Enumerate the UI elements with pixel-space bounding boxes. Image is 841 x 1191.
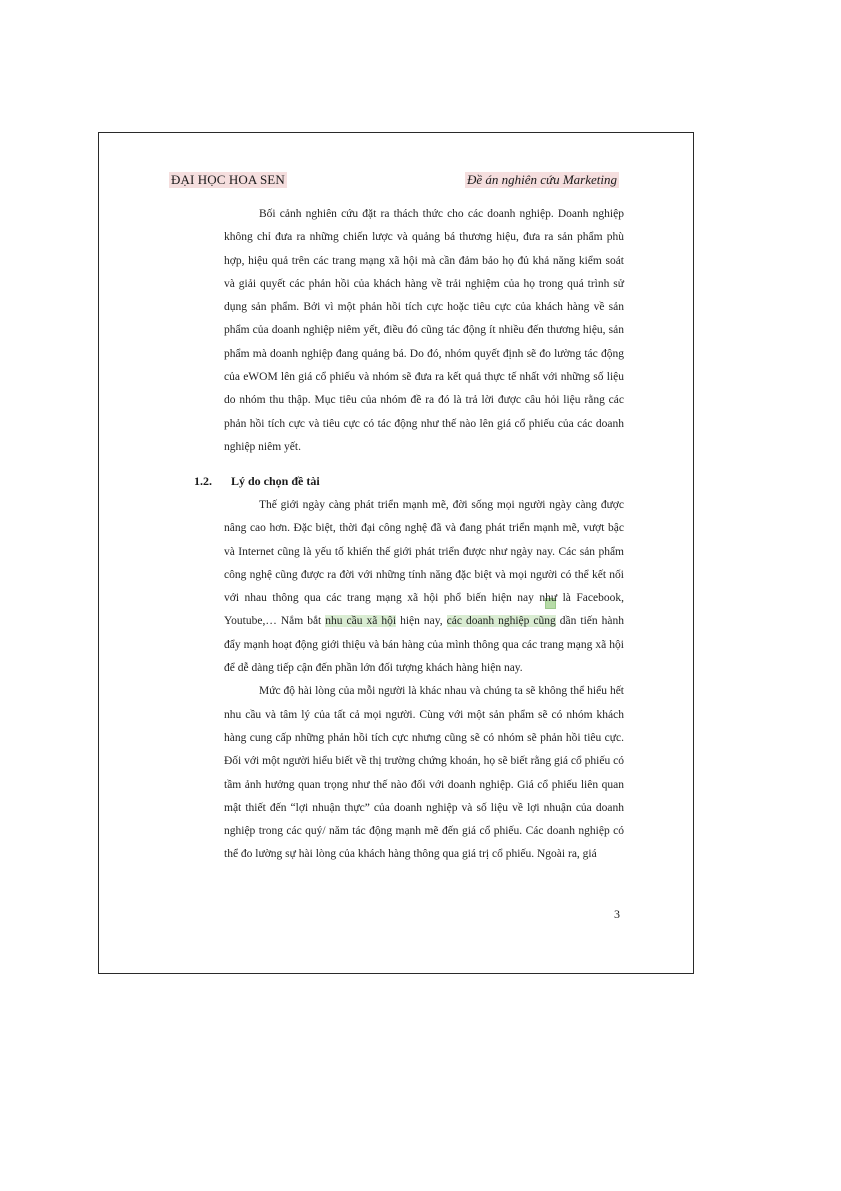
paragraph-2-text-b: hiện nay, <box>396 615 447 628</box>
header-document-title: Đề án nghiên cứu Marketing <box>466 172 617 187</box>
paragraph-2 <box>224 494 624 680</box>
highlight-businesses[interactable]: các doanh nghiệp cũng <box>446 615 556 628</box>
paragraph-3: Mức độ hài lòng của mỗi người là khác nhau và chúng ta sẽ không thể hiểu hết nhu cầu và tâm lý của tất cả mọi người. Cùng với một sản phẩm sẽ có nhóm khách hàng cung cấp những phản hồi tích cực nhưng cũng sẽ có nhóm sẽ phản hồi tiêu cực. Đối với một người hiểu biết về thị trường chứng khoán, họ sẽ biết rằng giá cổ phiếu có tầm ảnh hưởng quan trọng như thế nào đối với doanh nghiệp. Giá cổ phiếu liên quan mật thiết đến “lợi nhuận thực” của doanh nghiệp và số liệu về lợi nhuận của doanh nghiệp trong các quý/ năm tác động mạnh mẽ đến giá cổ phiếu. Các doanh nghiệp có thể đo lường sự hài lòng của khách hàng thông qua giá trị cổ phiếu. Ngoài ra, giá <box>224 685 624 861</box>
paragraph-2-text-c: dần tiến hành đẩy mạnh hoạt động giới thiệu và bán hàng của mình thông qua các trang mạng xã hội để dễ dàng tiếp cận đến phần lớn đối tượng khách hàng hiện nay. <box>224 615 625 675</box>
section-title: Lý do chọn đề tài <box>231 474 320 488</box>
page-number: 3 <box>614 907 620 921</box>
highlight-social-needs[interactable]: nhu cầu xã hội <box>325 615 397 628</box>
paragraph-2-text-a: Thế giới ngày càng phát triển mạnh mẽ, đời sống mọi người ngày càng được nâng cao hơn. Đặc biệt, thời đại công nghệ đã và đang phát triển mạnh mẽ, vượt bậc và Internet cũng là yếu tố khiến thế giới phát triển được như ngày nay. Các sản phẩm công nghệ cũng được ra đời với những tính năng đặc biệt và mọi người có thể kết nối với nhau thông qua các trang mạng xã hội phổ biến hiện nay như là Facebook, Youtube,… Nắm bắt <box>224 499 624 628</box>
section-number: 1.2. <box>194 474 212 488</box>
paragraph-reason <box>224 494 624 867</box>
header-university: ĐẠI HỌC HOA SEN <box>171 172 285 187</box>
paragraph-context <box>224 203 624 459</box>
paragraph-1: Bối cảnh nghiên cứu đặt ra thách thức cho các doanh nghiệp. Doanh nghiệp không chỉ đưa ra những chiến lược và quảng bá thương hiệu, đưa ra sản phẩm phù hợp, hiệu quả trên các trang mạng xã hội mà cần đảm bảo họ đủ khả năng kiểm soát và giải quyết các phản hồi của khách hàng về trải nghiệm của họ trong quá trình sử dụng sản phẩm. Bởi vì một phản hồi tích cực hoặc tiêu cực của khách hàng về sản phẩm của doanh nghiệp niêm yết, điều đó cũng tác động ít nhiều đến thương hiệu, sản phẩm mà doanh nghiệp đang quảng bá. Do đó, nhóm quyết định sẽ đo lường tác động của eWOM lên giá cổ phiếu và nhóm sẽ đưa ra kết quả thực tế nhất với những số liệu do nhóm thu thập. Mục tiêu của nhóm đề ra đó là trả lời được câu hỏi liệu rằng các phản hồi tích cực và tiêu cực có tác động như thế nào lên giá cổ phiếu của các doanh nghiệp niêm yết. <box>224 208 624 453</box>
section-heading <box>194 474 320 489</box>
